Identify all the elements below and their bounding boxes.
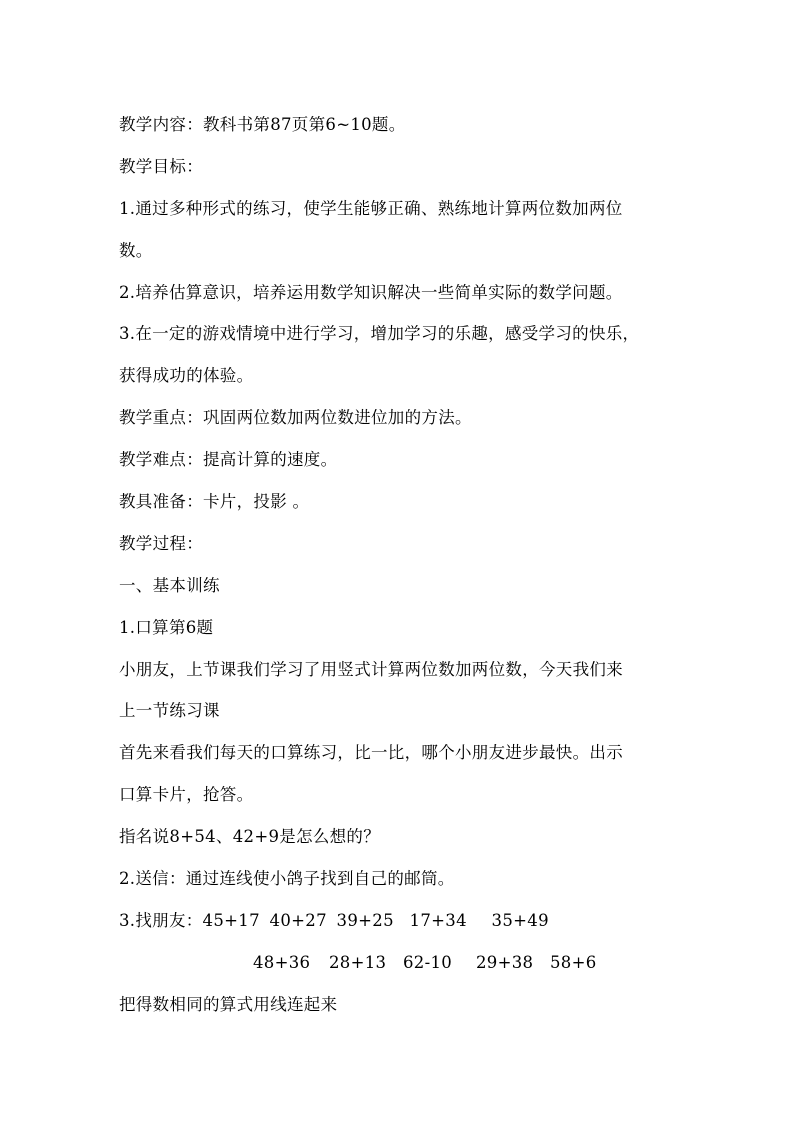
section-basic-training: 一、基本训练 <box>119 575 220 595</box>
teaching-goals-heading: 教学目标： <box>119 156 203 176</box>
goal-3-line-2: 获得成功的体验。 <box>119 366 254 386</box>
expression: 29+38 <box>476 952 534 972</box>
expression: 39+25 <box>336 910 394 930</box>
expression: 28+13 <box>329 952 387 972</box>
teaching-focus: 教学重点：巩固两位数加两位数进位加的方法。 <box>119 408 472 428</box>
teaching-process-heading: 教学过程： <box>119 533 203 553</box>
goal-2: 2.培养估算意识，培养运用数学知识解决一些简单实际的数学问题。 <box>119 282 623 302</box>
find-friends-row-2 <box>119 942 699 984</box>
expression: 62-10 <box>403 952 453 972</box>
oral-practice-line-1: 首先来看我们每天的口算练习，比一比，哪个小朋友进步最快。出示 <box>119 743 623 763</box>
expression: 48+36 <box>253 952 311 972</box>
document-body <box>119 104 699 1026</box>
teaching-difficulty: 教学难点：提高计算的速度。 <box>119 450 338 470</box>
find-friends-row-1 <box>119 900 699 942</box>
find-friends-label: 3.找朋友： <box>119 910 203 930</box>
expression: 45+17 <box>202 910 260 930</box>
intro-line-1: 小朋友，上节课我们学习了用竖式计算两位数加两位数，今天我们来 <box>119 659 623 679</box>
expression: 35+49 <box>491 910 549 930</box>
item-deliver-letter: 2.送信：通过连线使小鸽子找到自己的邮筒。 <box>119 869 455 889</box>
explain-thinking: 指名说8+54、42+9是怎么想的？ <box>119 827 381 847</box>
goal-1-line-1: 1.通过多种形式的练习，使学生能够正确、熟练地计算两位数加两位 <box>119 198 623 218</box>
connect-instruction: 把得数相同的算式用线连起来 <box>119 994 338 1014</box>
expression: 58+6 <box>550 952 597 972</box>
goal-3-line-1: 3.在一定的游戏情境中进行学习，增加学习的乐趣，感受学习的快乐， <box>119 324 640 344</box>
intro-line-2: 上一节练习课 <box>119 701 220 721</box>
oral-practice-line-2: 口算卡片，抢答。 <box>119 785 254 805</box>
expression: 17+34 <box>409 910 467 930</box>
teaching-aids: 教具准备：卡片，投影 。 <box>119 492 310 512</box>
goal-1-line-2: 数。 <box>119 240 153 260</box>
teaching-content: 教学内容：教科书第87页第6~10题。 <box>119 115 406 134</box>
expression: 40+27 <box>269 910 327 930</box>
item-oral-calc: 1.口算第6题 <box>119 617 214 637</box>
